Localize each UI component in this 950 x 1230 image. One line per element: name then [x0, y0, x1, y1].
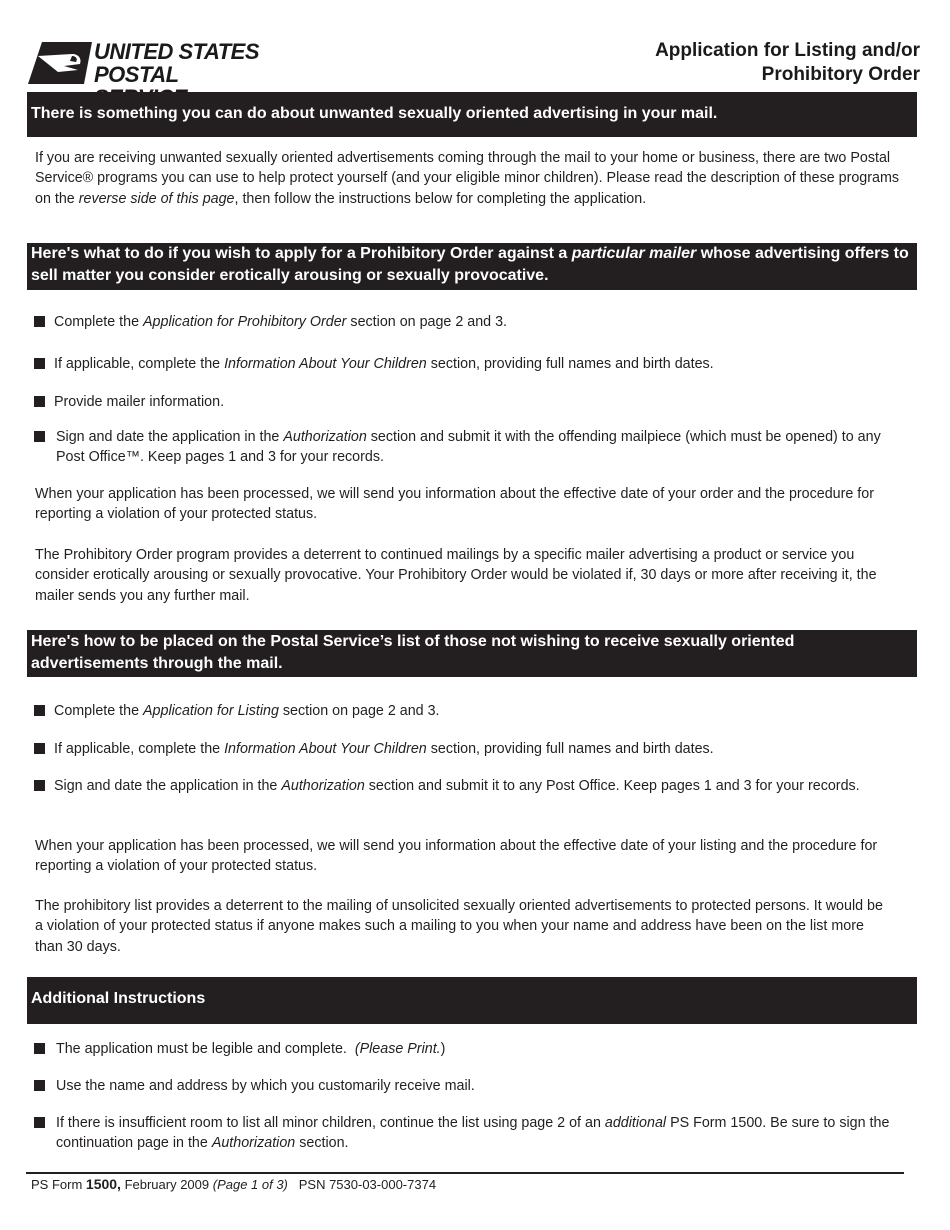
bullet-emphasis: Application for Listing: [143, 703, 279, 719]
bullet-square-icon: [34, 1117, 45, 1128]
bullet-emphasis: additional: [604, 1115, 667, 1131]
banner-prohibitory-text-1: Here's what to do if you wish to apply for a Prohibitory Order against a: [31, 245, 572, 262]
prohibitory-processing-paragraph: When your application has been processed, we will send you information about the effective date of your order and the procedure for reporting a violation of your protected status.: [35, 486, 874, 523]
bullet-text: section on page 2 and 3.: [346, 314, 508, 330]
bullet-square-icon: [34, 358, 45, 369]
section-banner-additional-instructions: [27, 977, 917, 1024]
banner-prohibitory-text-2: whose advertising offers to sell matter you consider erotically arousing or sexually provocative.: [31, 245, 909, 284]
banner-additional-text: Additional Instructions: [31, 990, 206, 1007]
section-banner-prohibitory-order: [27, 243, 917, 290]
bullet-text: section and submit it with the offending mailpiece (which must be opened) to any Post Office™. Keep pages 1 and 3 for your records.: [56, 429, 881, 466]
bullet-text: Sign and date the application in the: [54, 778, 282, 794]
bullet-emphasis: Authorization: [283, 429, 367, 445]
bullet-emphasis: Application for Prohibitory Order: [143, 314, 347, 330]
footer-divider: [26, 1172, 904, 1174]
bullet-text: Complete the: [54, 314, 144, 330]
logo-line-2-text: POSTAL: [94, 62, 179, 87]
bullet-text: If there is insufficient room to list all minor children, continue the list using page 2 of an: [56, 1115, 605, 1131]
bullet-text: Use the name and address by which you customarily receive mail.: [56, 1078, 475, 1094]
banner-listing-text: Here's how to be placed on the Postal Service’s list of those not wishing to receive sexually oriented advertisements through the mail.: [31, 633, 795, 672]
list-item: [34, 1039, 904, 1059]
bullet-text: section and submit it to any Post Office. Keep pages 1 and 3 for your records.: [364, 778, 860, 794]
list-item: [34, 427, 884, 468]
bullet-square-icon: [34, 396, 45, 407]
list-item: [34, 354, 904, 374]
bullet-square-icon: [34, 1080, 45, 1091]
footer-form-number: 1500,: [85, 1176, 121, 1192]
bullet-square-icon: [34, 1043, 45, 1054]
list-item: [34, 392, 904, 412]
bullet-text: If applicable, complete the: [54, 356, 225, 372]
list-item: [34, 739, 904, 759]
form-title: [520, 39, 920, 87]
footer-date: February 2009: [120, 1177, 213, 1192]
bullet-emphasis: (Please Print.: [354, 1041, 441, 1057]
prohibitory-program-paragraph: The Prohibitory Order program provides a deterrent to continued mailings by a specific mailer advertising a product or service you consider erotically arousing or sexually provocative. Your Prohibitory Order would be violated if, 30 days or more after receiving it, the mailer sends you any further mail.: [35, 547, 877, 604]
section-banner-intro: [27, 92, 917, 137]
form-title-line-1: Application for Listing and/or: [655, 40, 920, 61]
footer-page: (Page 1 of 3): [212, 1177, 288, 1192]
bullet-text: Provide mailer information.: [54, 394, 225, 410]
footer-psn: PSN 7530-03-000-7374: [287, 1177, 437, 1192]
banner-intro-text: There is something you can do about unwanted sexually oriented advertising in your mail.: [31, 105, 718, 122]
bullet-emphasis: Authorization: [281, 778, 365, 794]
form-title-line-2: Prohibitory Order: [761, 64, 920, 85]
bullet-text: section on page 2 and 3.: [278, 703, 440, 719]
bullet-text: ): [440, 1041, 446, 1057]
bullet-square-icon: [34, 316, 45, 327]
bullet-square-icon: [34, 780, 45, 791]
bullet-emphasis: Information About Your Children: [224, 741, 427, 757]
bullet-text: section, providing full names and birth dates.: [426, 356, 714, 372]
listing-program-paragraph: The prohibitory list provides a deterrent to the mailing of unsolicited sexually oriented advertisements to protected persons. It would be a violation of your protected status if anyone makes such a mailing to you when your name and address have been on the list more than 30 days.: [35, 898, 883, 955]
usps-logo: [28, 40, 273, 86]
list-item: [34, 1076, 904, 1096]
form-footer: [31, 1176, 436, 1193]
bullet-square-icon: [34, 743, 45, 754]
bullet-square-icon: [34, 431, 45, 442]
list-item: [34, 312, 904, 332]
intro-text-1: If you are receiving unwanted sexually oriented advertisements coming through the mail to your home or business, there are two Postal Service® programs you can use to help protect yourself (and your eligible minor children). Please read the description of these programs on the: [35, 150, 900, 207]
intro-text-2: , then follow the instructions below for completing the application.: [234, 190, 647, 207]
bullet-emphasis: Information About Your Children: [224, 356, 427, 372]
intro-paragraph: [35, 148, 905, 209]
section-banner-listing: [27, 630, 917, 677]
bullet-text: If applicable, complete the: [54, 741, 225, 757]
list-item: [34, 776, 864, 796]
list-item: [34, 701, 904, 721]
list-item: [34, 1113, 904, 1154]
bullet-square-icon: [34, 705, 45, 716]
intro-emphasis: reverse side of this page: [78, 190, 235, 207]
footer-prefix: PS Form: [31, 1177, 86, 1192]
banner-prohibitory-emphasis: particular mailer: [571, 245, 697, 262]
bullet-text: Sign and date the application in the: [56, 429, 284, 445]
bullet-text: section.: [295, 1135, 349, 1152]
bullet-text: The application must be legible and complete.: [56, 1041, 355, 1057]
bullet-text: PS Form 1500. Be sure to sign the continuation page in the: [56, 1115, 890, 1152]
bullet-emphasis: Authorization: [211, 1135, 296, 1152]
eagle-icon: [28, 42, 92, 84]
listing-processing-paragraph: When your application has been processed, we will send you information about the effective date of your listing and the procedure for reporting a violation of your protected status.: [35, 838, 878, 875]
bullet-text: section, providing full names and birth dates.: [426, 741, 714, 757]
bullet-text: Complete the: [54, 703, 144, 719]
logo-line-1: UNITED STATES: [94, 39, 260, 64]
